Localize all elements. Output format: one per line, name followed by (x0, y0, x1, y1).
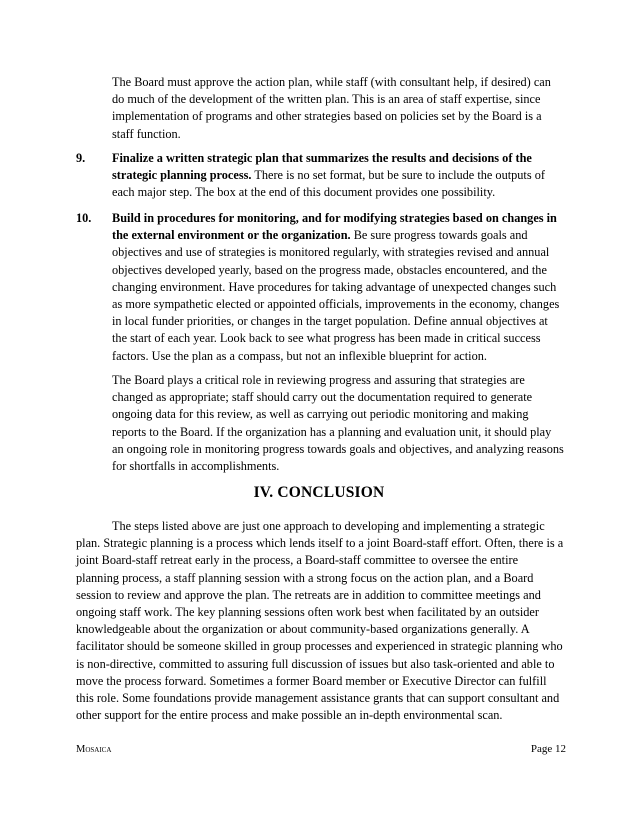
item-10-number: 10. (76, 211, 92, 225)
item-10-text (112, 210, 564, 365)
item-9-number: 9. (76, 151, 86, 165)
intro-paragraph: The Board must approve the action plan, while staff (with consultant help, if desired) can do much of the development of the written plan. This is an area of staff expertise, since implementation of programs and other strategies based on policies set by the Board is a staff function. (112, 75, 551, 141)
item-9-text (112, 150, 564, 202)
item-9-body: There is no set format, but be sure to include the outputs of each major step. The box at the end of this document provides one possibility. (112, 168, 545, 200)
item-10-body: Be sure progress towards goals and objectives and use of strategies is monitored regularly, with strategies revised and annual objectives developed yearly, based on the progress made, obstacles encountered, and the changing environment. Have procedures for taking advantage of unexpected changes such as more sympathetic elected or appointed officials, improvements in the economy, changes in local funder priorities, or changes in the target population. Define annual objectives at the start of each year. Look back to see what progress has been made in critical success factors. Use the plan as a compass, but not an inflexible blueprint for action. (112, 228, 560, 363)
footer-page-number: Page 12 (530, 743, 566, 755)
item-9-bold: Finalize a written strategic plan that summarizes the results and decisions of the strategic planning process. (112, 151, 532, 183)
board-paragraph: The Board plays a critical role in reviewing progress and assuring that strategies are changed as appropriate; staff should carry out the documentation required to generate ongoing data for this review, as well as carrying out periodic monitoring and making reports to the Board. If the organization has a planning and evaluation unit, it should play an ongoing role in monitoring progress towards goals and objectives, and analyzing reasons for shortfalls in accomplishments. (112, 373, 564, 474)
footer-organization: Mosaica (76, 744, 112, 755)
conclusion-paragraph: The steps listed above are just one approach to developing and implementing a strategic plan. Strategic planning is a process which lends itself to a joint Board-staff effort. Often, there is a joint Board-staff retreat early in the process, a Board-staff committee to oversee the entire planning process, a staff planning session with a strong focus on the action plan, and a Board session to review and approve the plan. The retreats are in addition to committee meetings and ongoing staff work. The key planning sessions often work best when facilitated by an outsider knowledgeable about the organization or about community-based organizations generally. A facilitator should be someone skilled in group processes and experienced in strategic planning who is non-directive, committed to assuring full discussion of issues but also task-oriented and able to move the process forward. Sometimes a former Board member or Executive Director can fulfill this role. Some foundations provide management assistance grants that can support consultant and other support for the entire process and make possible an in-depth environmental scan. (76, 519, 564, 723)
section-heading: IV. CONCLUSION (253, 484, 385, 501)
item-10-bold: Build in procedures for monitoring, and for modifying strategies based on changes in the external environment or the organization. (112, 211, 557, 243)
